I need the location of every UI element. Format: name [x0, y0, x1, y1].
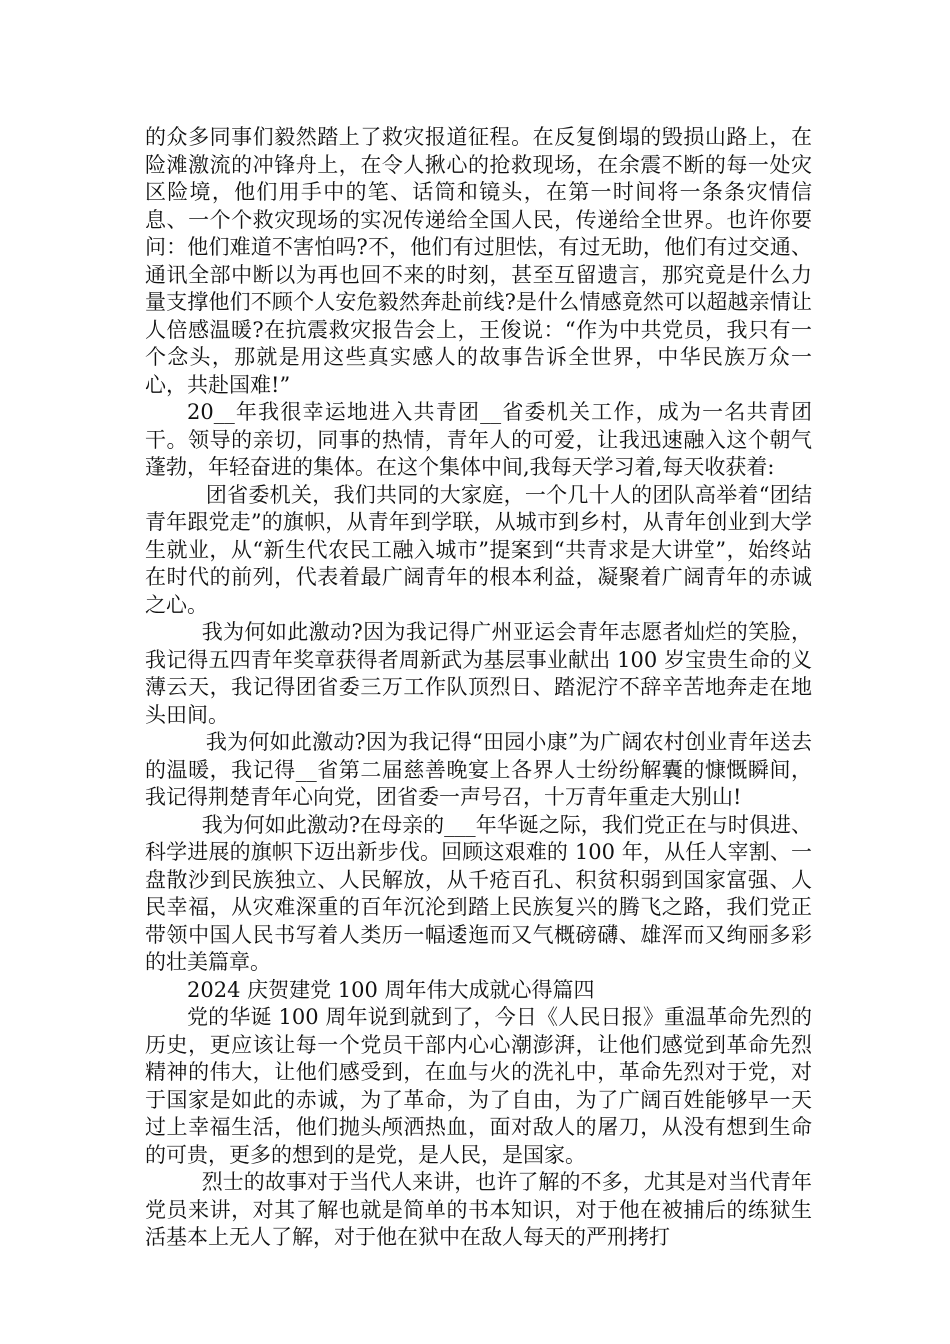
paragraph-2: 20__年我很幸运地进入共青团__省委机关工作，成为一名共青团干。领导的亲切，同事的热情，青年人的可爱，让我迅速融入这个朝气蓬勃，年轻奋进的集体。在这个集体中间,我每天学习着,每天收获着:	[145, 400, 812, 479]
section-heading: 2024 庆贺建党 100 周年伟大成就心得篇四	[187, 977, 595, 1002]
paragraph-1: 的众多同事们毅然踏上了救灾报道征程。在反复倒塌的毁损山路上，在险滩激流的冲锋舟上，在令人揪心的抢救现场，在余震不断的每一处灾区险境，他们用手中的笔、话筒和镜头，在第一时间将一条条灾情信息、一个个救灾现场的实况传递给全国人民，传递给全世界。也许你要问：他们难道不害怕吗?不，他们有过胆怯，有过无助，他们有过交通、通讯全部中断以为再也回不来的时刻，甚至互留遗言，那究竟是什么力量支撑他们不顾个人安危毅然奔赴前线?是什么情感竟然可以超越亲情让人倍感温暖?在抗震救灾报告会上，王俊说：“作为中共党员，我只有一个念头，那就是用这些真实感人的故事告诉全世界，中华民族万众一心，共赴国难!”	[145, 125, 812, 397]
paragraph-8: 烈士的故事对于当代人来讲，也许了解的不多，尤其是对当代青年党员来讲，对其了解也就是简单的书本知识，对于他在被捕后的练狱生活基本上无人了解，对于他在狱中在敌人每天的严刑拷打	[145, 1170, 812, 1249]
paragraph-5: 我为何如此激动?因为我记得“田园小康”为广阔农村创业青年送去的温暖，我记得__省第二届慈善晚宴上各界人士纷纷解囊的慷慨瞬间，我记得荆楚青年心向党，团省委一声号召，十万青年重走大别山!	[145, 730, 812, 809]
paragraph-4: 我为何如此激动?因为我记得广州亚运会青年志愿者灿烂的笑脸，我记得五四青年奖章获得者周新武为基层事业献出 100 岁宝贵生命的义薄云天，我记得团省委三万工作队顶烈日、踏泥泞不辞辛苦地奔走在地头田间。	[145, 620, 812, 727]
document-body	[145, 124, 812, 1252]
paragraph-7: 党的华诞 100 周年说到就到了，今日《人民日报》重温革命先烈的历史，更应该让每一个党员干部内心心潮澎湃，让他们感觉到革命先烈精神的伟大，让他们感受到，在血与火的洗礼中，革命先烈对于党，对于国家是如此的赤诚，为了革命，为了自由，为了广阔百姓能够早一天过上幸福生活，他们抛头颅洒热血，面对敌人的屠刀，从没有想到生命的可贵，更多的想到的是党，是人民，是国家。	[145, 1005, 812, 1167]
paragraph-3: 团省委机关，我们共同的大家庭，一个几十人的团队高举着“团结青年跟党走”的旗帜，从青年到学联，从城市到乡村，从青年创业到大学生就业，从“新生代农民工融入城市”提案到“共青求是大讲堂”，始终站在时代的前列，代表着最广阔青年的根本利益，凝聚着广阔青年的赤诚之心。	[145, 482, 812, 617]
paragraph-6: 我为何如此激动?在母亲的___年华诞之际，我们党正在与时俱进、科学进展的旗帜下迈出新步伐。回顾这艰难的 100 年，从任人宰割、一盘散沙到民族独立、人民解放，从千疮百孔、积贫积弱到国家富强、人民幸福，从灾难深重的百年沉沦到踏上民族复兴的腾飞之路，我们党正带领中国人民书写着人类历一幅逶迤而又气概磅礴、雄浑而又绚丽多彩的壮美篇章。	[145, 812, 812, 974]
